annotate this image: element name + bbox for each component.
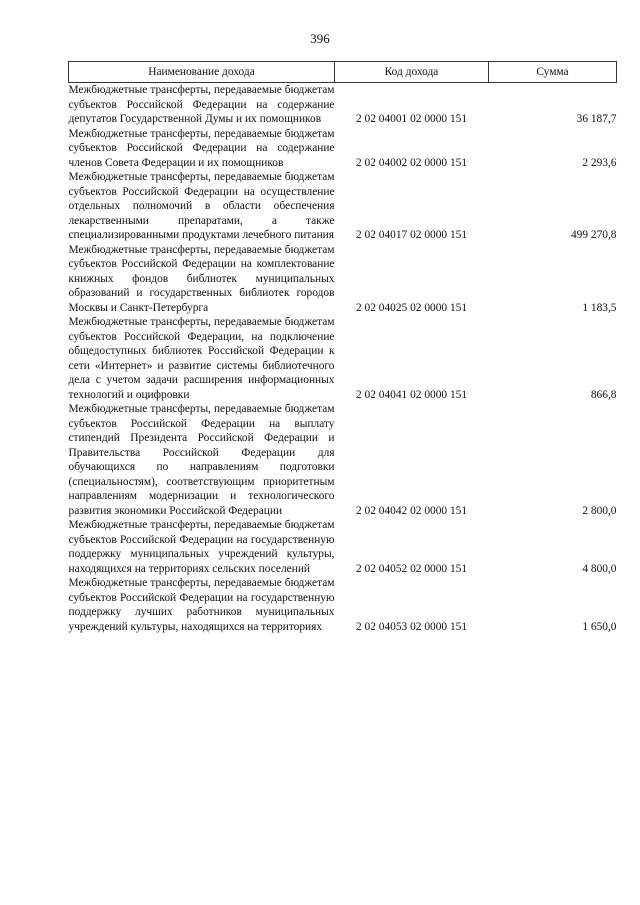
income-name: Межбюджетные трансферты, передаваемые бюджетам субъектов Российской Федерации на содержание депутатов Государственной Думы и их помощников [68,84,335,125]
income-amount: 2 293,6 [582,156,617,169]
income-name: Межбюджетные трансферты, передаваемые бюджетам субъектов Российской Федерации на комплектование книжных фондов библиотек муниципальных образований и государственных библиотек городов Москвы и Санкт-Петербурга [68,243,335,314]
income-name: Межбюджетные трансферты, передаваемые бюджетам субъектов Российской Федерации на выплату стипендий Президента Российской Федерации и Правительства Российской Федерации для обучающихся по направлениям подготовки (специальностям), соответствующим приоритетным направлениям модернизации и технологического развития экономики Российской Федерации [68,403,335,517]
income-code: 2 02 04042 02 0000 151 [355,504,468,517]
income-name: Межбюджетные трансферты, передаваемые бюджетам субъектов Российской Федерации на содержание членов Совета Федерации и их помощников [68,127,335,169]
table-row [69,402,617,518]
income-code: 2 02 04001 02 0000 151 [355,113,468,125]
table-row [69,83,617,127]
income-code: 2 02 04002 02 0000 151 [355,156,468,169]
income-amount: 4 800,0 [582,562,617,575]
header-income-name: Наименование дохода [69,62,335,83]
income-name: Межбюджетные трансферты, передаваемые бюджетам субъектов Российской Федерации на государственную поддержку лучших работников муниципальных учреждений культуры, находящихся на территориях [68,577,335,633]
income-name: Межбюджетные трансферты, передаваемые бюджетам субъектов Российской Федерации, на подключение общедоступных библиотек Российской Федерации к сети «Интернет» и развитие системы библиотечного дела с учетом задачи расширения информационных технологий и оцифровки [68,316,335,401]
income-code: 2 02 04052 02 0000 151 [355,562,468,575]
income-amount: 1 183,5 [582,301,617,314]
table-row [69,576,617,634]
income-code: 2 02 04017 02 0000 151 [355,229,468,241]
header-income-code: Код дохода [335,62,489,83]
table-row [69,127,617,171]
income-name: Межбюджетные трансферты, передаваемые бюджетам субъектов Российской Федерации на осуществление отдельных полномочий в области обеспечения лекарственными препаратами, а также специализированными продуктами лечебного питания [68,171,335,241]
income-code: 2 02 04053 02 0000 151 [355,620,468,633]
header-amount: Сумма [489,62,617,83]
table-row [69,243,617,316]
income-amount: 1 650,0 [582,620,617,633]
income-amount: 36 187,7 [576,113,617,125]
income-code: 2 02 04025 02 0000 151 [355,301,468,314]
page-number: 396 [310,31,330,46]
income-table [68,61,617,634]
income-amount: 2 800,0 [582,504,617,517]
income-amount: 866,8 [590,388,617,401]
table-row [69,170,617,243]
income-amount: 499 270,8 [570,229,617,241]
income-code: 2 02 04041 02 0000 151 [355,388,468,401]
income-name: Межбюджетные трансферты, передаваемые бюджетам субъектов Российской Федерации на государственную поддержку муниципальных учреждений культуры, находящихся на территориях сельских поселений [68,519,335,575]
table-row [69,315,617,402]
table-row [69,518,617,576]
table-header-row [69,62,617,83]
